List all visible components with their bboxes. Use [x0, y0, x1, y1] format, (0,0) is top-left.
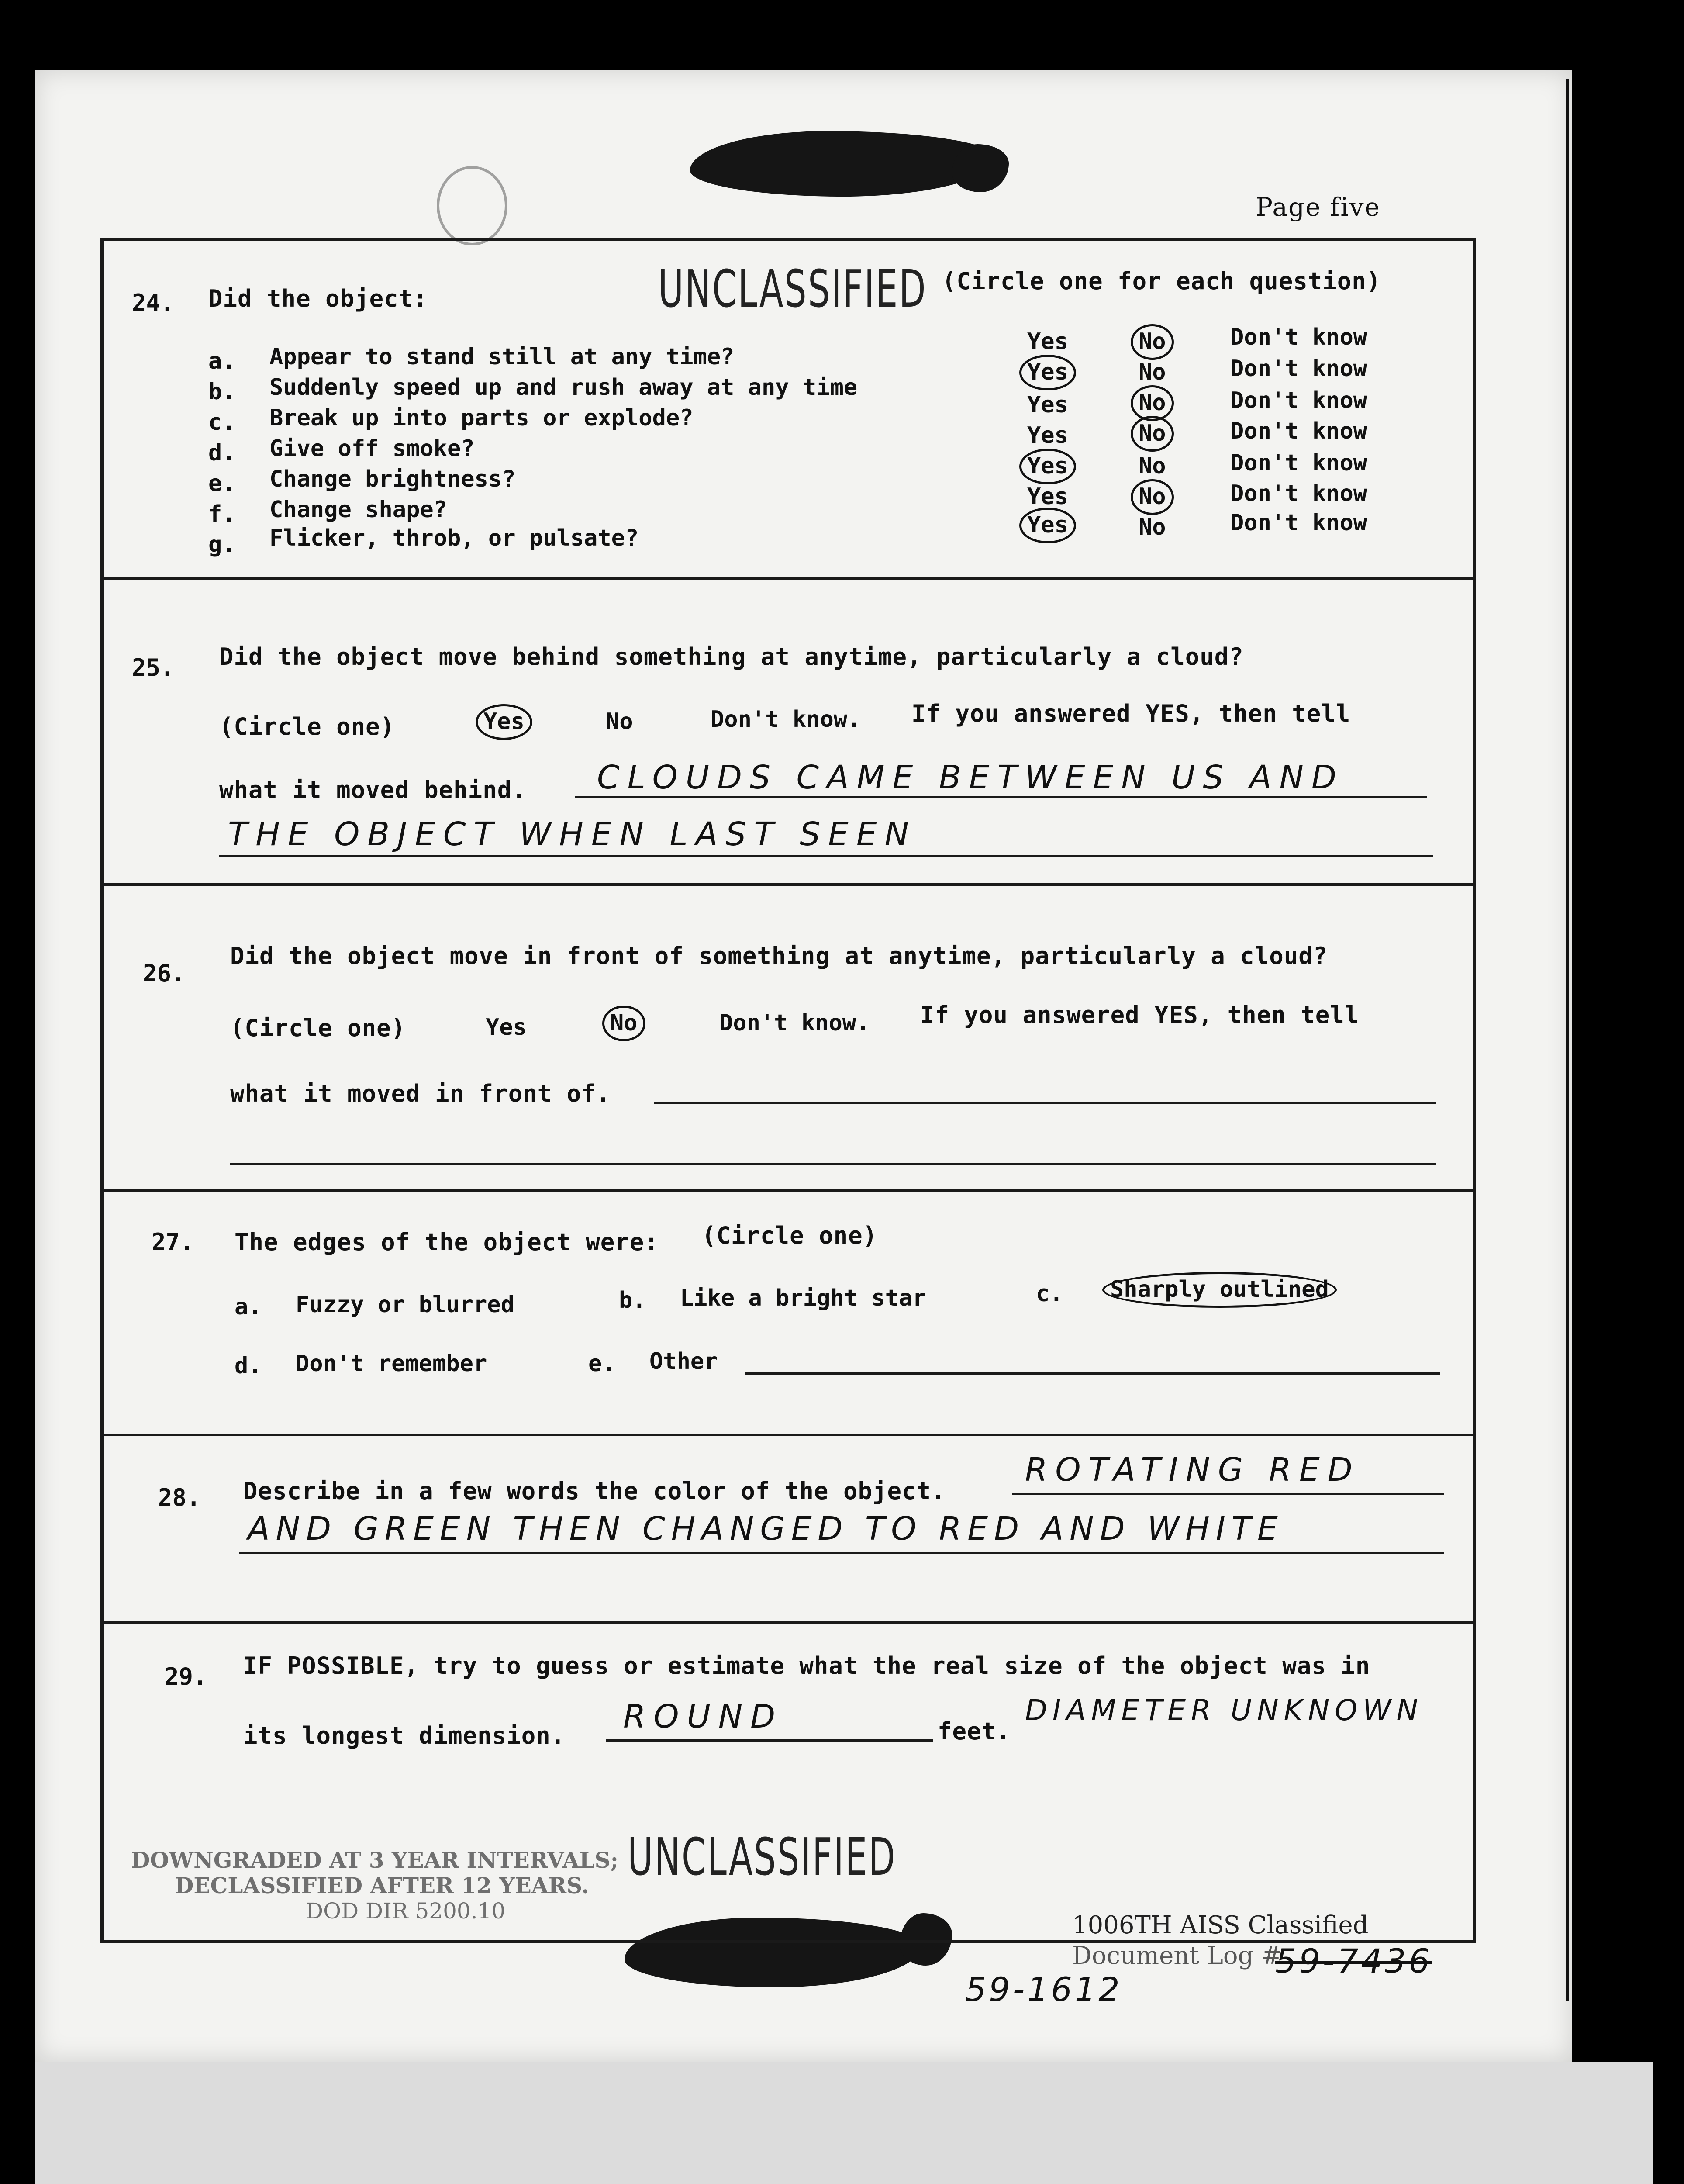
question-29-unit: feet. [938, 1717, 1011, 1745]
page-number: Page five [1256, 192, 1380, 222]
q24-no-option[interactable] [1139, 328, 1166, 355]
q24-no-option[interactable]: No [1139, 514, 1166, 540]
q24-no-option[interactable] [1139, 484, 1166, 510]
q24-row-text: Suddenly speed up and rush away at any time [269, 374, 858, 401]
question-25-moved-behind-label: what it moved behind. [219, 776, 527, 804]
q26-no-option[interactable] [610, 1010, 638, 1036]
q25-dont-know-option[interactable]: Don't know. [711, 706, 861, 733]
question-25-circle-label: (Circle one) [219, 713, 395, 740]
downgrade-line-3: DOD DIR 5200.10 [306, 1898, 506, 1924]
q24-row-letter: e. [208, 470, 236, 497]
question-25-if-yes: If you answered YES, then tell [911, 700, 1351, 727]
q27-option-c-circled: Sharply outlined [1110, 1276, 1329, 1303]
q24-no-circled: No [1139, 420, 1166, 446]
q24-row-text: Change shape? [269, 497, 447, 523]
q26-dont-know-option[interactable]: Don't know. [719, 1010, 870, 1036]
q27-option-c[interactable] [1110, 1276, 1329, 1303]
downgrade-line-2: DECLASSIFIED AFTER 12 YEARS. [175, 1873, 589, 1898]
question-25-text: Did the object move behind something at anytime, particularly a cloud? [219, 643, 1244, 670]
q25-yes-option[interactable] [483, 708, 525, 735]
q24-no-circled: No [1139, 484, 1166, 510]
aiss-log-label: Document Log # [1072, 1942, 1282, 1970]
question-24-number: 24. [132, 289, 175, 317]
q27-option-b-letter: b. [619, 1287, 646, 1313]
q24-dont-know-option[interactable]: Don't know [1230, 510, 1367, 536]
handwritten-number: 59-1612 [965, 1970, 1122, 2009]
q27-option-d[interactable]: Don't remember [296, 1351, 487, 1377]
question-28-text: Describe in a few words the color of the object. [243, 1477, 946, 1505]
question-27-text: The edges of the object were: [235, 1228, 659, 1256]
q24-dont-know-option[interactable]: Don't know [1230, 324, 1367, 350]
q28-answer-line-2[interactable]: AND GREEN THEN CHANGED TO RED AND WHITE [248, 1510, 1284, 1548]
q24-row-letter: d. [208, 440, 236, 466]
q24-yes-option[interactable]: Yes [1027, 328, 1068, 355]
q25-answer-line-1[interactable]: CLOUDS CAME BETWEEN US AND [597, 759, 1344, 796]
question-26-text: Did the object move in front of something at anytime, particularly a cloud? [230, 942, 1328, 970]
q27-other-underline[interactable] [745, 1372, 1440, 1375]
question-25-number: 25. [132, 654, 175, 681]
q24-yes-option[interactable]: Yes [1027, 484, 1068, 510]
question-24-instruction: (Circle one for each question) [942, 267, 1381, 295]
q24-dont-know-option[interactable]: Don't know [1230, 418, 1367, 444]
q24-no-option[interactable] [1139, 420, 1166, 446]
questionnaire-form [100, 238, 1476, 1943]
q26-no-circled: No [610, 1010, 638, 1036]
question-28-number: 28. [158, 1484, 201, 1511]
q28-answer-underline-1 [1012, 1493, 1444, 1495]
question-27-section [104, 1189, 1473, 1436]
backing-sheet [35, 2062, 1653, 2184]
q24-dont-know-option[interactable]: Don't know [1230, 356, 1367, 382]
q24-no-option[interactable]: No [1139, 359, 1166, 385]
q24-row-text: Flicker, throb, or pulsate? [269, 525, 639, 551]
q25-answer-underline-2 [219, 855, 1433, 857]
q25-answer-line-2[interactable]: THE OBJECT WHEN LAST SEEN [228, 816, 917, 853]
aiss-log-title: 1006TH AISS Classified [1072, 1911, 1369, 1939]
question-26-circle-label: (Circle one) [230, 1014, 406, 1042]
unclassified-stamp-top: UNCLASSIFIED [658, 259, 927, 319]
q24-yes-option[interactable]: Yes [1027, 422, 1068, 449]
q27-option-a-letter: a. [235, 1294, 262, 1320]
downgrade-notice [131, 1848, 618, 1924]
q26-answer-underline-2[interactable] [230, 1163, 1436, 1165]
question-27-circle-label: (Circle one) [702, 1222, 878, 1249]
q29-answer[interactable]: ROUND [623, 1698, 783, 1735]
page-edge-line [1566, 79, 1569, 2001]
punch-hole-mark [437, 166, 507, 245]
q26-answer-underline-1[interactable] [654, 1102, 1436, 1104]
q27-option-d-letter: d. [235, 1353, 262, 1379]
question-29-dimension-label: its longest dimension. [243, 1722, 566, 1749]
q28-answer-underline-2 [239, 1552, 1444, 1554]
q25-no-option[interactable]: No [606, 708, 633, 735]
q25-answer-underline-1 [575, 796, 1427, 798]
q24-yes-circled: Yes [1027, 453, 1068, 479]
q24-yes-option[interactable] [1027, 359, 1068, 385]
q24-row-letter: b. [208, 379, 236, 405]
q26-yes-option[interactable]: Yes [486, 1014, 527, 1040]
q24-no-circled: No [1139, 328, 1166, 355]
question-29-number: 29. [165, 1663, 207, 1690]
question-25-section [104, 577, 1473, 886]
q24-yes-circled: Yes [1027, 359, 1068, 385]
q27-option-c-letter: c. [1036, 1281, 1063, 1307]
q24-no-option[interactable]: No [1139, 453, 1166, 479]
q25-yes-circled: Yes [483, 708, 525, 735]
q24-dont-know-option[interactable]: Don't know [1230, 387, 1367, 414]
question-26-section [104, 883, 1473, 1192]
q24-yes-option[interactable] [1027, 512, 1068, 538]
q24-no-circled: No [1139, 390, 1166, 416]
question-26-if-yes: If you answered YES, then tell [920, 1001, 1360, 1029]
q24-row-letter: g. [208, 532, 236, 558]
question-24-section [104, 241, 1473, 580]
unclassified-stamp-bottom: UNCLASSIFIED [628, 1827, 897, 1887]
q24-yes-option[interactable]: Yes [1027, 392, 1068, 418]
downgrade-line-1: DOWNGRADED AT 3 YEAR INTERVALS; [131, 1847, 619, 1873]
q24-row-text: Give off smoke? [269, 435, 475, 462]
q27-option-a[interactable]: Fuzzy or blurred [296, 1292, 514, 1318]
question-29-text: IF POSSIBLE, try to guess or estimate what the real size of the object was in [243, 1652, 1370, 1679]
question-28-section [104, 1434, 1473, 1624]
q24-row-text: Appear to stand still at any time? [269, 344, 735, 370]
q24-dont-know-option[interactable]: Don't know [1230, 480, 1367, 507]
q27-option-b[interactable]: Like a bright star [680, 1285, 926, 1311]
aiss-log-number: 59-7436 [1275, 1942, 1432, 1980]
q24-row-letter: a. [208, 348, 236, 374]
q27-option-e-letter: e. [588, 1351, 616, 1377]
q24-row-text: Break up into parts or explode? [269, 405, 694, 431]
q24-no-option[interactable] [1139, 390, 1166, 416]
question-26-moved-in-front-label: what it moved in front of. [230, 1080, 611, 1107]
q24-row-letter: f. [208, 501, 236, 527]
q29-answer-underline [606, 1739, 933, 1742]
q24-yes-option[interactable] [1027, 453, 1068, 479]
q29-note[interactable]: DIAMETER UNKNOWN [1025, 1693, 1423, 1727]
q27-option-e[interactable]: Other [649, 1348, 718, 1375]
question-27-number: 27. [152, 1228, 194, 1256]
question-26-number: 26. [143, 960, 186, 987]
question-24-text: Did the object: [208, 285, 428, 312]
q24-row-letter: c. [208, 409, 236, 435]
q24-row-text: Change brightness? [269, 466, 516, 492]
q28-answer-line-1[interactable]: ROTATING RED [1025, 1451, 1360, 1489]
q24-dont-know-option[interactable]: Don't know [1230, 450, 1367, 476]
q24-yes-circled: Yes [1027, 512, 1068, 538]
